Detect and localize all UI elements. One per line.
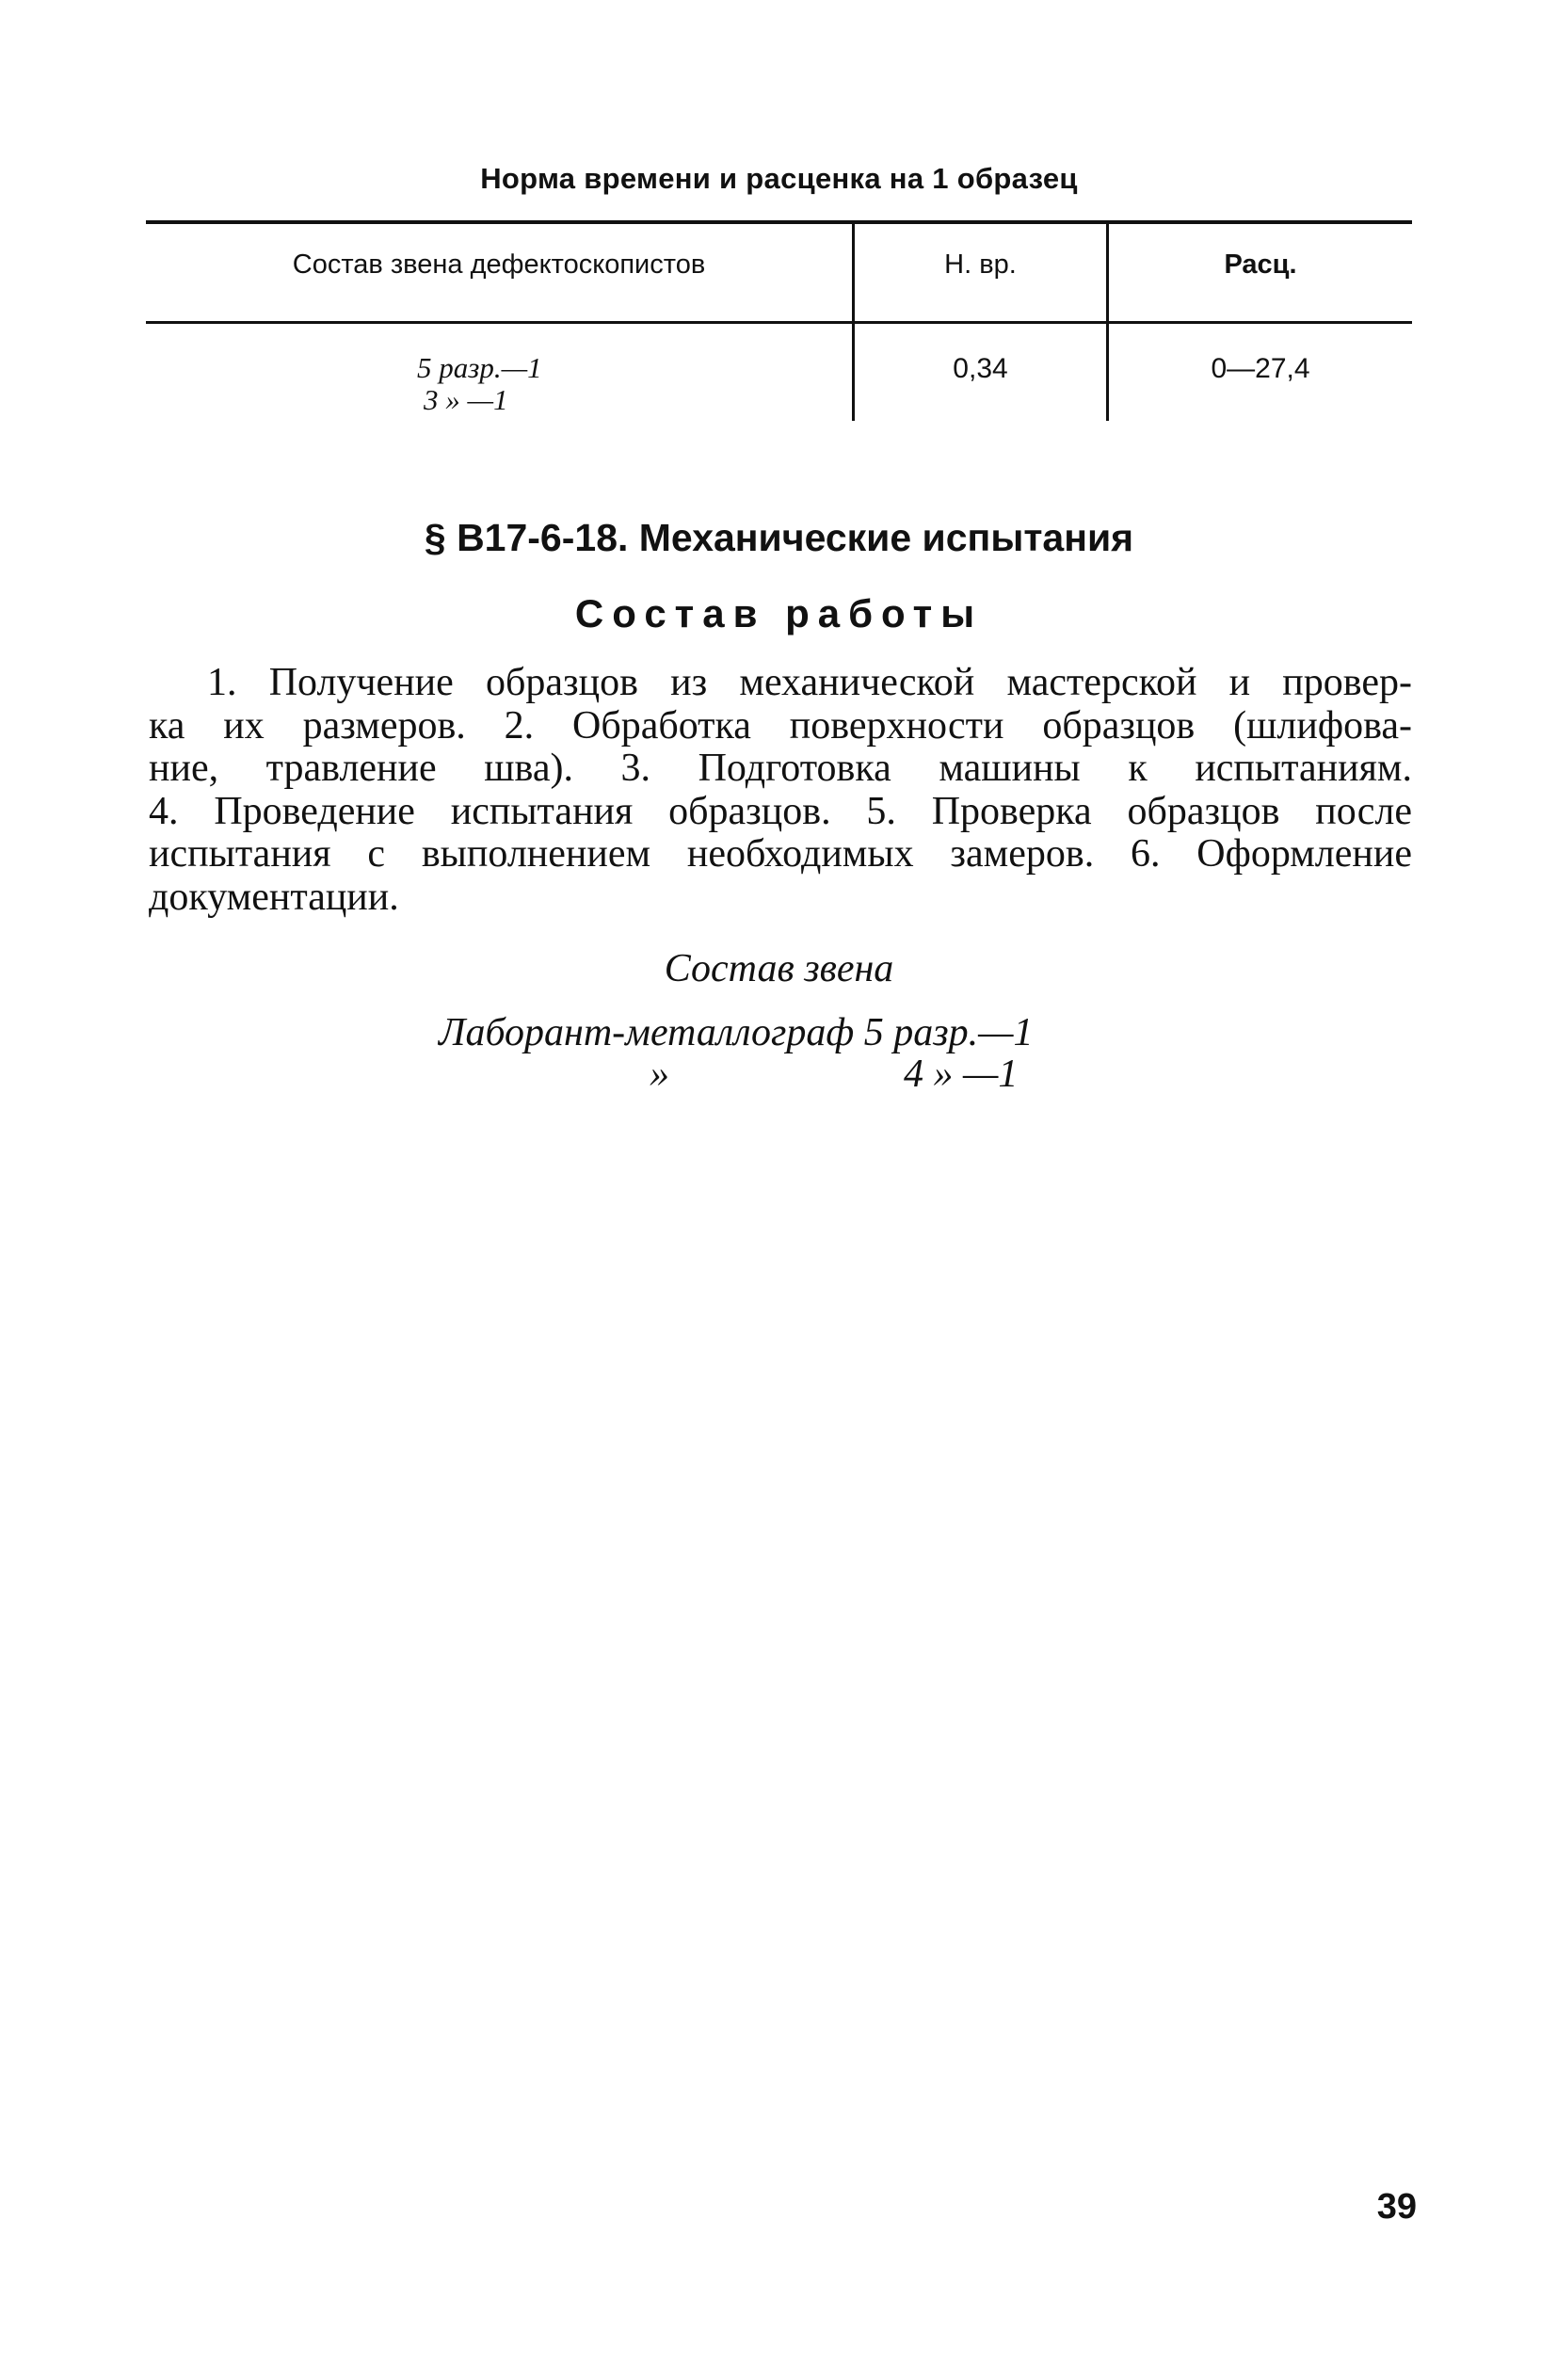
work-composition-heading: Состав работы xyxy=(574,591,984,635)
crew-composition-heading: Состав звена xyxy=(664,947,894,990)
table-header-rule xyxy=(146,321,1412,324)
header-crew-composition: Состав звена дефектоскопистов xyxy=(292,249,706,280)
ditto-mark: » xyxy=(650,1053,669,1096)
table-top-rule xyxy=(146,220,1412,224)
paragraph-line: ние, травление шва). 3. Подготовка машины к испытаниям. xyxy=(149,747,1412,790)
paragraph-line: документации. xyxy=(149,875,399,919)
time-norm-value: 0,34 xyxy=(953,353,1008,384)
page-number: 39 xyxy=(1376,2187,1417,2227)
rate-value: 0—27,4 xyxy=(1211,353,1310,384)
crew-member-line: 4 » —1 xyxy=(904,1053,1019,1096)
section-title: § В17-6-18. Механические испытания xyxy=(424,516,1134,559)
work-description xyxy=(149,662,1412,919)
table-caption: Норма времени и расценка на 1 образец xyxy=(480,162,1078,195)
header-rate: Расц. xyxy=(1224,249,1297,280)
paragraph-line: 4. Проведение испытания образцов. 5. Проверка образцов после xyxy=(149,789,1412,833)
header-time-norm: Н. вр. xyxy=(944,249,1017,280)
crew-member-line: Лаборант-металлограф 5 разр.—1 xyxy=(439,1011,1034,1054)
paragraph-line: ка их размеров. 2. Обработка поверхности образцов (шлифова- xyxy=(149,703,1412,748)
crew-grade-line: 3 » —1 xyxy=(424,383,508,416)
paragraph-line: испытания с выполнением необходимых замеров. 6. Оформление xyxy=(149,832,1412,876)
crew-grade-line: 5 разр.—1 xyxy=(417,351,542,384)
paragraph-line: 1. Получение образцов из механической мастерской и провер- xyxy=(207,661,1412,704)
